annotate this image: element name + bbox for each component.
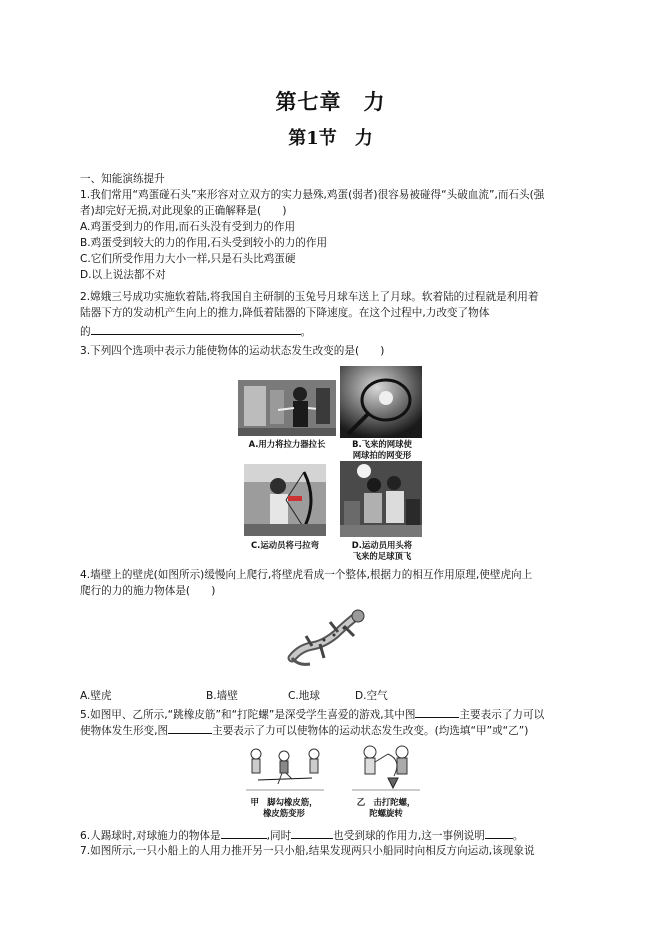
q5-image-jia [244, 742, 326, 794]
q5-line1-a: 5.如图甲、乙所示,“跳橡皮筋”和“打陀螺”是深受学生喜爱的游戏,其中图 [80, 709, 416, 721]
q4-option-a: A.壁虎 [80, 690, 112, 702]
q3-caption-c: C.运动员将弓拉弯 [251, 540, 319, 550]
q5-stem-line1 [80, 706, 544, 722]
q3-image-a [238, 380, 336, 436]
q4-option-d: D.空气 [355, 690, 388, 702]
exerciser-illustration [238, 380, 336, 436]
q1-option-a: A.鸡蛋受到力的作用,而石头没有受到力的作用 [80, 221, 296, 233]
q1-stem-line2: 者)却完好无损,对此现象的正确解释是( ) [80, 205, 287, 217]
q4-stem-line1: 4.墙壁上的壁虎(如图所示)缓慢向上爬行,将壁虎看成一个整体,根据力的相互作用原理,使壁虎向上 [80, 569, 533, 581]
q3-stem: 3.下列四个选项中表示力能使物体的运动状态发生改变的是( ) [80, 345, 385, 357]
q2-line3-prefix: 的 [80, 326, 91, 338]
q5-caption-jia-line2: 橡皮筋变形 [263, 808, 305, 818]
gecko-illustration [284, 608, 378, 670]
soccer-header-illustration [340, 461, 422, 537]
q7-stem-line1: 7.如图所示,一只小船上的人用力推开另一只小船,结果发现两只小船同时向相反方向运动,该现象说 [80, 845, 535, 857]
q5-line2-a: 使物体发生形变,图 [80, 725, 169, 737]
q5-stem-line2 [80, 722, 528, 738]
q3-caption-a: A.用力将拉力器拉长 [248, 439, 326, 449]
q5-line2-b: 主要表示了力可以使物体的运动状态发生改变。(均选填“甲”或“乙”) [212, 725, 529, 737]
q2-stem-line3 [80, 323, 311, 339]
q2-line3-suffix: 。 [300, 326, 312, 338]
q3-caption-b-line1: B.飞来的网球使 [352, 439, 412, 449]
tennis-racket-illustration [340, 366, 422, 438]
archer-illustration [244, 464, 326, 536]
q5-caption-yi-line2: 陀螺旋转 [369, 808, 403, 818]
q4-option-b: B.墙壁 [206, 690, 238, 702]
q6-part-c: 也受到球的作用力,这一事例说明 [333, 830, 485, 842]
q6-blank-3[interactable] [485, 827, 513, 839]
chapter-title: 第七章 力 [275, 89, 386, 114]
q6-blank-2[interactable] [291, 827, 333, 839]
q6-blank-1[interactable] [221, 827, 267, 839]
q5-line1-b: 主要表示了力可以 [459, 709, 545, 721]
q3-caption-d-line1: D.运动员用头将 [351, 540, 413, 550]
part-heading: 一、知能演练提升 [80, 173, 165, 185]
section-title: 第1节 力 [288, 128, 373, 149]
q5-caption-jia-line1: 甲 脚勾橡皮筋， [250, 797, 318, 807]
q4-gecko-image [284, 608, 378, 670]
q3-image-b [340, 366, 422, 438]
q3-caption-b-line2: 网球拍的网变形 [352, 450, 412, 460]
q6-part-a: 6.人踢球时,对球施力的物体是 [80, 830, 221, 842]
q1-option-b: B.鸡蛋受到较大的力的作用,石头受到较小的力的作用 [80, 237, 328, 249]
q1-option-c: C.它们所受作用力大小一样,只是石头比鸡蛋硬 [80, 253, 296, 265]
q5-blank-2[interactable] [168, 722, 212, 734]
q6-part-d: 。 [512, 830, 524, 842]
q6-stem [80, 827, 523, 843]
spinning-top-illustration [350, 742, 422, 794]
q4-option-c: C.地球 [288, 690, 320, 702]
q3-image-d [340, 461, 422, 537]
rubber-band-jumping-illustration [244, 742, 326, 794]
q1-option-d: D.以上说法都不对 [80, 269, 166, 281]
q5-caption-yi-line1: 乙 击打陀螺， [356, 797, 416, 807]
q2-stem-line1: 2.嫦娥三号成功实施软着陆,将我国自主研制的玉兔号月球车送上了月球。软着陆的过程就是利用着 [80, 291, 539, 303]
q6-part-b: ,同时 [266, 830, 292, 842]
q2-answer-blank[interactable] [91, 323, 301, 335]
q3-image-c [244, 464, 326, 536]
q3-caption-d-line2: 飞来的足球顶飞 [352, 551, 412, 561]
q2-stem-line2: 陆器下方的发动机产生向上的推力,降低着陆器的下降速度。在这个过程中,力改变了物体 [80, 307, 490, 319]
q1-stem-line1: 1.我们常用“鸡蛋碰石头”来形容对立双方的实力悬殊,鸡蛋(弱者)很容易被碰得“头破血流”,而石头(强 [80, 189, 545, 201]
q4-stem-line2: 爬行的力的施力物体是( ) [80, 585, 216, 597]
q5-image-yi [350, 742, 422, 794]
q5-blank-1[interactable] [415, 706, 459, 718]
